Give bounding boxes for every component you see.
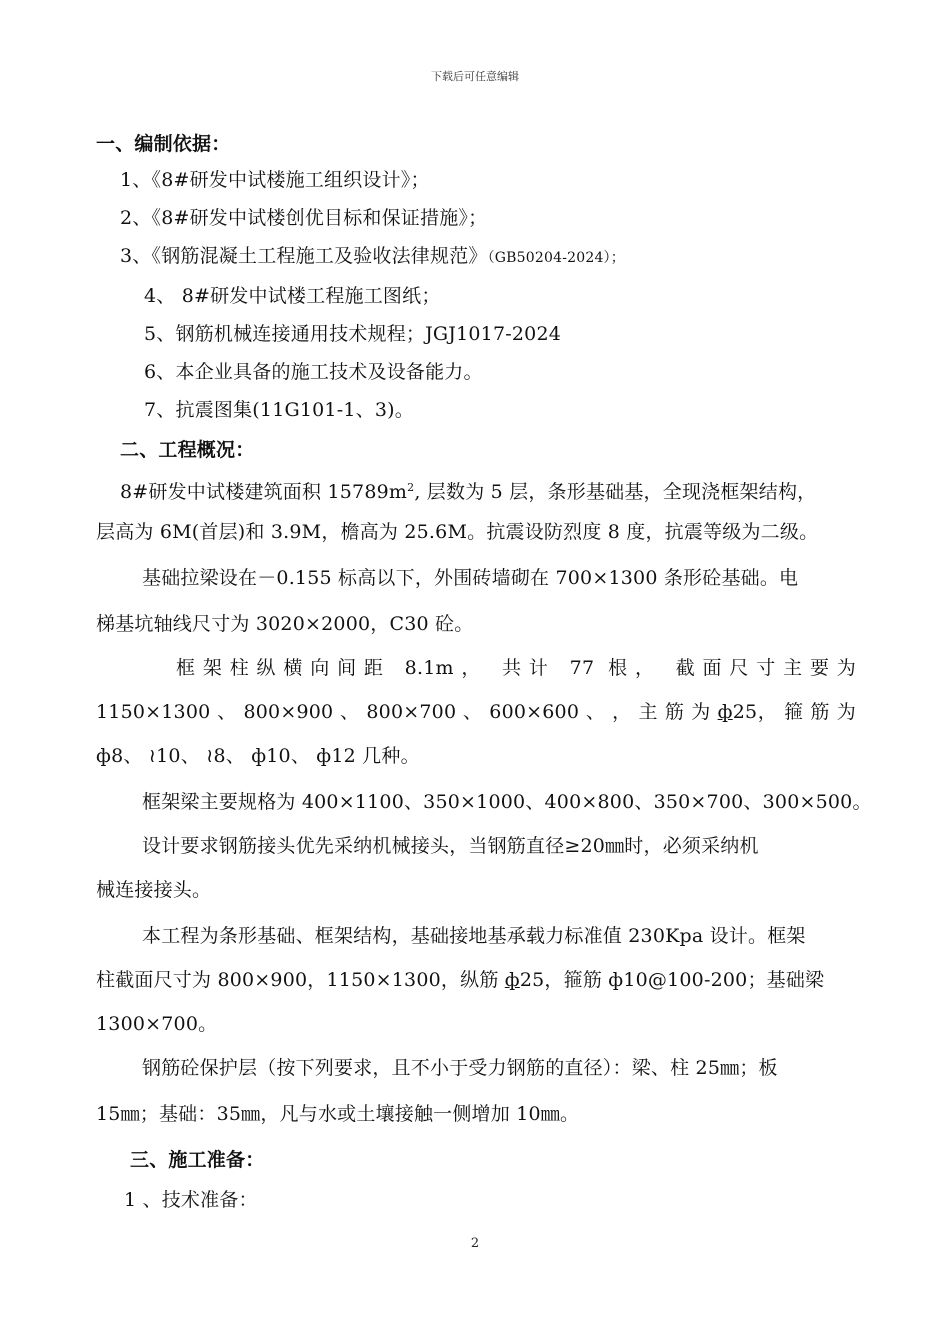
paragraph-line: 15㎜；基础：35㎜，凡与水或土壤接触一侧增加 10㎜。 (96, 1103, 580, 1125)
paragraph-text: 25， 箍 筋 为 (732, 701, 856, 723)
paragraph-line: 钢筋砼保护层（按下列要求，且不小于受力钢筋的直径）：梁、柱 25㎜；板 (142, 1057, 778, 1079)
page-header: 下载后可任意编辑 (431, 70, 519, 83)
paragraph-line: 层高为 6M(首层)和 3.9M，檐高为 25.6M。抗震设防烈度 8 度，抗震等级为二级。 (96, 521, 819, 543)
paragraph-line (96, 700, 856, 724)
standard-code: （GB50204-2024）； (487, 250, 625, 266)
page-number: 2 (470, 1236, 480, 1251)
paragraph-line: 框架梁主要规格为 400×1100、350×1000、400×800、350×700、300×500。 (142, 791, 872, 813)
paragraph-line: 1300×700。 (96, 1013, 218, 1035)
list-item: 1、《8#研发中试楼施工组织设计》； (120, 169, 430, 191)
list-item (120, 244, 880, 270)
section-2-title: 二、工程概况： (120, 439, 255, 461)
list-item-text: 3、《钢筋混凝土工程施工及验收法律规范》 (120, 245, 488, 267)
section-3-title: 三、施工准备： (130, 1149, 265, 1171)
paragraph-text: 8#研发中试楼建筑面积 15789m (120, 481, 408, 503)
list-item: 4、 8#研发中试楼工程施工图纸； (144, 285, 441, 307)
paragraph-line (96, 968, 856, 992)
list-item: 6、本企业具备的施工技术及设备能力。 (144, 361, 483, 383)
list-item: 5、钢筋机械连接通用技术规程；JGJ1017-2024 (144, 323, 562, 345)
paragraph-text: 柱截面尺寸为 800×900，1150×1300，纵筋 (96, 969, 505, 991)
list-item: 2、《8#研发中试楼创优目标和保证措施》； (120, 207, 488, 229)
rebar-symbol: ф (717, 701, 733, 723)
paragraph-text: 1150×1300 、 800×900 、 800×700 、 600×600 、 ， 主 筋 为 (96, 701, 718, 723)
paragraph-line: 械连接接头。 (96, 879, 212, 901)
list-item: 1 、技术准备： (124, 1189, 258, 1211)
paragraph-line: 梯基坑轴线尺寸为 3020×2000，C30 砼。 (96, 613, 474, 635)
paragraph-line: ф8、 ≀10、 ≀8、 ф10、 ф12 几种。 (96, 745, 420, 767)
list-item: 7、抗震图集(11G101-1、3)。 (144, 399, 414, 421)
section-1-title: 一、编制依据： (96, 133, 231, 155)
paragraph-line: 框架柱纵横向间距 8.1m， 共计 77 根， 截面尺寸主要为 (176, 657, 856, 679)
superscript: 2 (407, 481, 415, 494)
paragraph-line: 设计要求钢筋接头优先采纳机械接头，当钢筋直径≥20㎜时，必须采纳机 (142, 835, 759, 857)
paragraph-text: 25，箍筋 ф10@100-200；基础梁 (519, 969, 825, 991)
rebar-symbol: ф (504, 969, 520, 991)
paragraph-line: 基础拉梁设在－0.155 标高以下，外围砖墙砌在 700×1300 条形砼基础。电 (142, 567, 799, 589)
paragraph-line: 本工程为条形基础、框架结构，基础接地基承载力标准值 230Kpa 设计。框架 (142, 925, 806, 947)
paragraph-line (120, 480, 856, 504)
paragraph-text: , 层数为 5 层，条形基础基，全现浇框架结构， (414, 481, 817, 503)
